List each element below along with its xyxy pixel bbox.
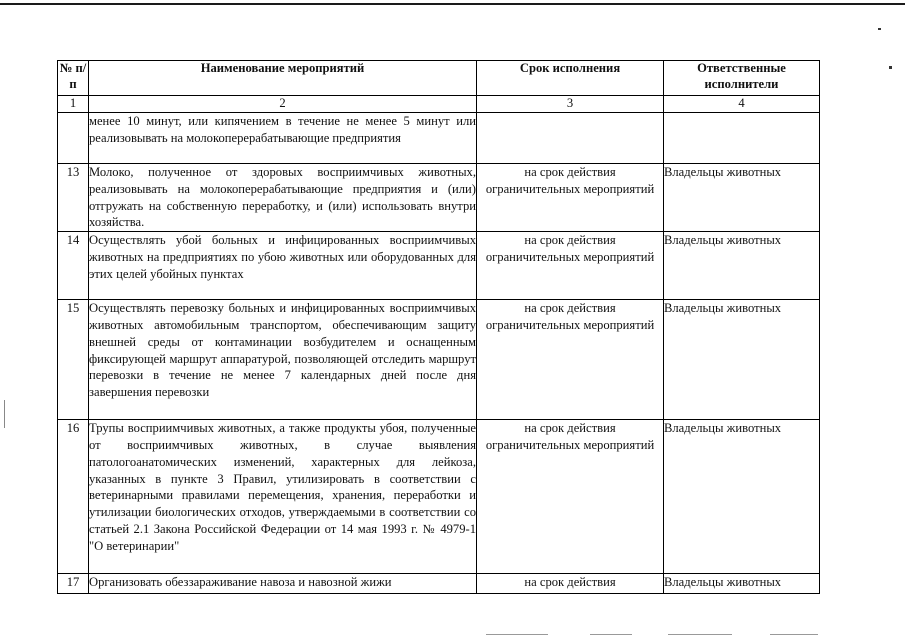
- term-text: на срок действия ограничительных мероприятий: [477, 232, 664, 300]
- header-term: [477, 61, 664, 96]
- scan-bottom-mark: [770, 634, 818, 635]
- row-number: [58, 113, 89, 164]
- header-name-text: Наименование мероприятий: [200, 61, 365, 75]
- term-text: на срок действия ограничительных мероприятий: [477, 420, 664, 574]
- measure-text: Организовать обеззараживание навоза и навозной жижи: [89, 574, 477, 594]
- measure-text: Трупы восприимчивых животных, а также продукты убоя, полученные от восприимчивых животных, в случае выявления патологоанатомических изменений, характерных для лейкоза, указанных в пункте 3 Правил, утилизировать в соответствии с ветеринарными правилами перемещения, хранения, переработки и утилизации биологических отходов, утверждаемыми в соответствии со статьей 2.1 Закона Российской Федерации от 14 мая 1993 г. № 4979-1 "О ветеринарии": [89, 420, 477, 574]
- scan-speck: [889, 66, 892, 69]
- responsible-text: [664, 113, 820, 164]
- row-number: 17: [58, 574, 89, 594]
- table-row: [58, 300, 820, 420]
- responsible-text: Владельцы животных: [664, 300, 820, 420]
- column-number: 3: [477, 96, 664, 113]
- scan-bottom-mark: [486, 634, 548, 635]
- table-row: [58, 232, 820, 300]
- term-text: [477, 113, 664, 164]
- row-number: 16: [58, 420, 89, 574]
- row-number: 14: [58, 232, 89, 300]
- term-text: на срок действия ограничительных мероприятий: [477, 164, 664, 232]
- measures-table: [57, 60, 820, 594]
- table-row: [58, 113, 820, 164]
- responsible-text: Владельцы животных: [664, 420, 820, 574]
- scan-bottom-mark: [668, 634, 732, 635]
- header-row: [58, 61, 820, 96]
- header-num: № п/п: [58, 61, 89, 96]
- scan-speck: [878, 28, 881, 30]
- row-number: 15: [58, 300, 89, 420]
- scan-margin-mark: [4, 400, 5, 428]
- responsible-text: Владельцы животных: [664, 574, 820, 594]
- measure-text: Молоко, полученное от здоровых восприимчивых животных, реализовывать на молокоперерабатывающие предприятия и (или) отгружать на собственную переработку, и (или) использовать внутри хозяйства.: [89, 164, 477, 232]
- measure-text: Осуществлять перевозку больных и инфицированных восприимчивых животных автомобильным транспортом, обеспечивающим защиту внешней среды от контаминации возбудителем и оснащенным фиксирующей маршрут аппаратурой, позволяющей отследить маршрут перевозки в течение не менее 7 календарных дней после дня завершения перевозки: [89, 300, 477, 420]
- header-term-text: Срок исполнения: [519, 61, 621, 75]
- term-text: на срок действия ограничительных мероприятий: [477, 300, 664, 420]
- scan-top-border: [0, 3, 905, 5]
- column-number-row: [58, 96, 820, 113]
- measure-text: менее 10 минут, или кипячением в течение не менее 5 минут или реализовывать на молокоперерабатывающие предприятия: [89, 113, 477, 164]
- scan-bottom-mark: [590, 634, 632, 635]
- row-number: 13: [58, 164, 89, 232]
- responsible-text: Владельцы животных: [664, 164, 820, 232]
- column-number: 1: [58, 96, 89, 113]
- table-row: [58, 574, 820, 594]
- term-text: на срок действия: [477, 574, 664, 594]
- column-number: 2: [89, 96, 477, 113]
- column-number: 4: [664, 96, 820, 113]
- measure-text: Осуществлять убой больных и инфицированных восприимчивых животных на предприятиях по убою животных или оборудованных для этих целей убойных пунктах: [89, 232, 477, 300]
- header-name: [89, 61, 477, 96]
- table-row: [58, 420, 820, 574]
- header-responsible: Ответственные исполнители: [664, 61, 820, 96]
- table-row: [58, 164, 820, 232]
- responsible-text: Владельцы животных: [664, 232, 820, 300]
